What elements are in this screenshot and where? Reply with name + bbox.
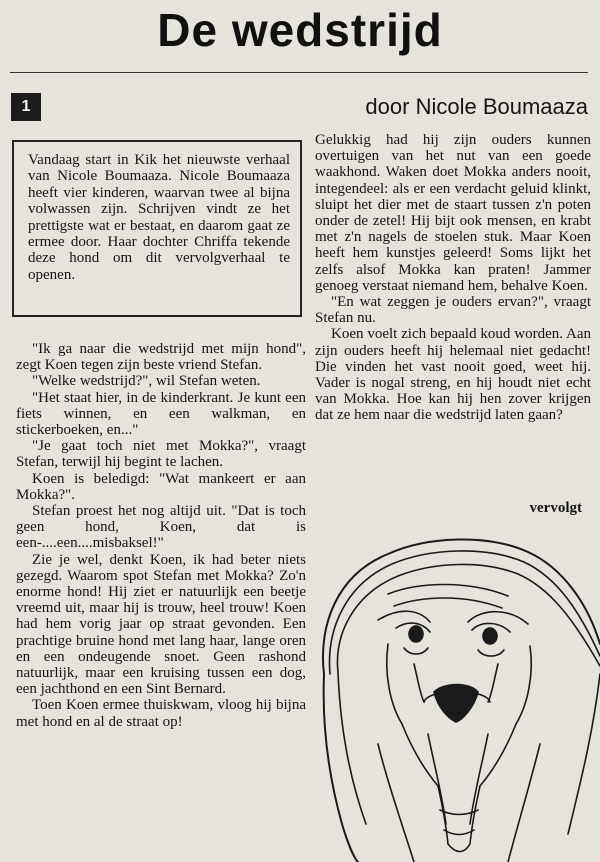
continued-label: vervolgt <box>529 500 582 516</box>
title-divider <box>10 72 588 73</box>
episode-number-badge: 1 <box>11 93 41 121</box>
paragraph: "Welke wedstrijd?", wil Stefan weten. <box>32 373 261 390</box>
paragraph: Toen Koen ermee thuiskwam, vloog hij bijna met hond en al de straat op! <box>16 697 306 730</box>
author-byline: door Nicole Boumaaza <box>365 94 588 119</box>
right-column <box>315 132 591 424</box>
paragraph: Stefan proest het nog altijd uit. "Dat is toch geen hond, Koen, dat is een-....een....misbaksel!" <box>16 503 306 552</box>
paragraph: "Het staat hier, in de kinderkrant. Je kunt een fiets winnen, en een walkman, en stickerboeken, en..." <box>16 389 306 439</box>
article-title: De wedstrijd <box>157 4 443 56</box>
paragraph: Gelukkig had hij zijn ouders kunnen overtuigen van het nut van een goede waakhond. Waken doet Mokka anders nooit, integendeel: als er een verdacht geluid klinkt, sluipt het dier met de staart tussen z'n poten onder de zetel! Hij bijt ook mensen, en krabt met z'n nagels de stoelen stuk. Maar Koen heeft hem kunstjes geleerd! Soms lijkt het zelfs alsof Mokka kan praten! Jammer genoeg verstaat niemand hem, behalve Koen. <box>315 132 591 294</box>
paragraph: Koen voelt zich bepaald koud worden. Aan zijn ouders heeft hij helemaal niet gedacht! Die vinden het vast nooit goed, weet hij. Vader is nogal streng, en hij houdt niet echt van Mokka. Hoe kan hij hen zover krijgen dat ze hem naar die wedstrijd laten gaan? <box>315 326 591 424</box>
left-column <box>16 341 306 730</box>
dog-drawing-icon <box>318 524 600 862</box>
paragraph: Zie je wel, denkt Koen, ik had beter niets gezegd. Waarom spot Stefan met Mokka? Zo'n enorme hond! Hij ziet er natuurlijk een beetje vreemd uit, maar hij is trouw, heel trouw! Koen had hem vorig jaar op straat gevonden. Een prachtige bruine hond met lang haar, lange oren en een ondeugende snoet. Geen rashond natuurlijk, maar een kruising tussen een dog, een jachthond en een Sint Bernard. <box>16 551 306 698</box>
paragraph: Koen is beledigd: "Wat mankeert er aan Mokka?". <box>16 470 306 503</box>
paragraph: "En wat zeggen je ouders ervan?", vraagt Stefan nu. <box>315 294 591 327</box>
paragraph: "Je gaat toch niet met Mokka?", vraagt Stefan, terwijl hij begint te lachen. <box>16 438 306 471</box>
intro-box: Vandaag start in Kik het nieuwste verhaal van Nicole Boumaaza. Nicole Boumaaza heeft vier kinderen, waarvan twee al bijna volwassen zijn. Schrijven vindt ze het prettigste wat er bestaat, en daarom gaat ze ermee door. Haar dochter Chriffa tekende deze hond om dit vervolgverhaal te openen. <box>12 140 302 317</box>
paragraph: "Ik ga naar die wedstrijd met mijn hond", zegt Koen tegen zijn beste vriend Stefan. <box>16 341 306 374</box>
